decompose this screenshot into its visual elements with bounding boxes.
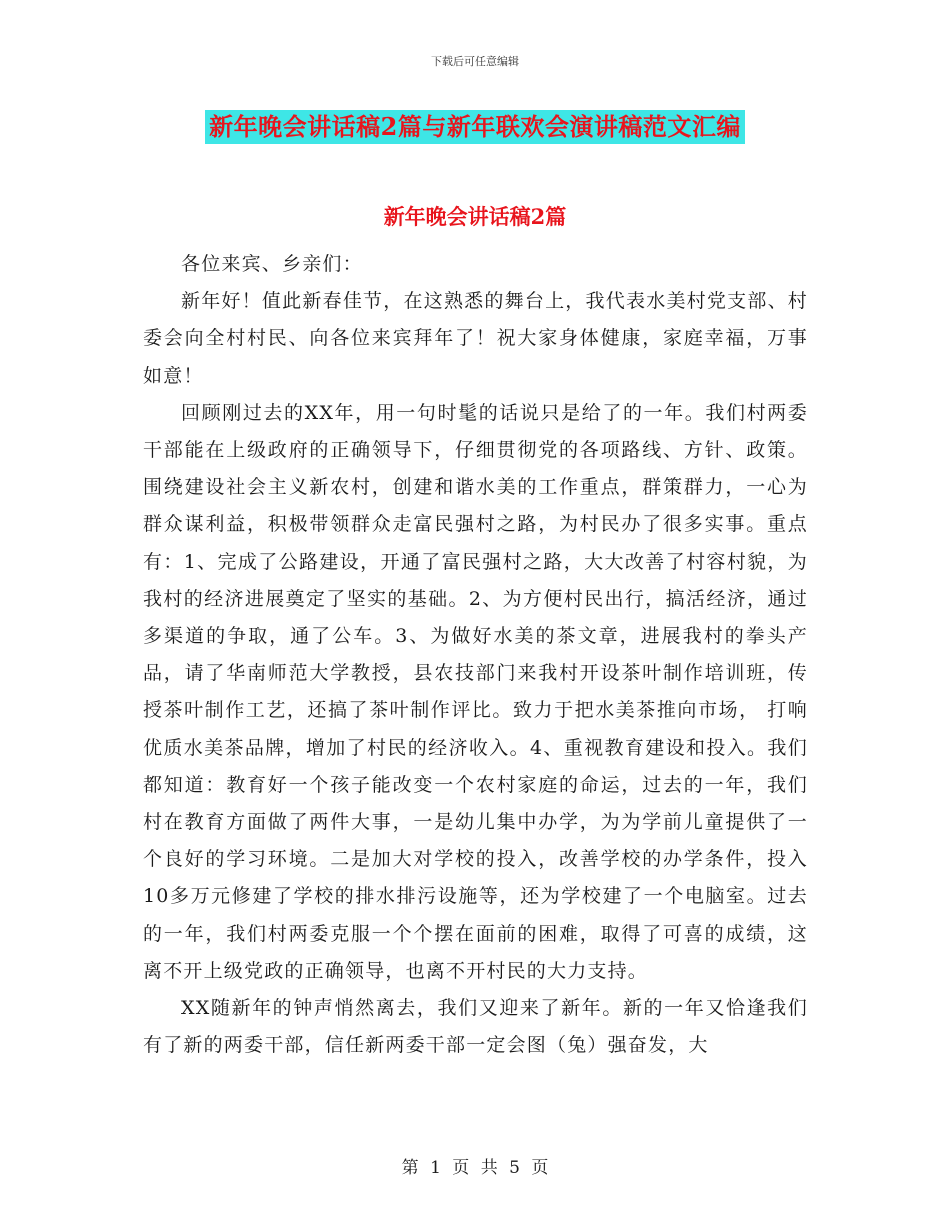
document-main-title: 新年晚会讲话稿2篇与新年联欢会演讲稿范文汇编 <box>205 110 745 144</box>
document-body <box>143 246 808 1064</box>
paragraph-greeting: 各位来宾、乡亲们： <box>181 253 363 275</box>
paragraph-new-year-wishes: 新年好！值此新春佳节，在这熟悉的舞台上，我代表水美村党支部、村委会向全村村民、向各位来宾拜年了！祝大家身体健康，家庭幸福，万事如意！ <box>143 290 808 387</box>
paragraph-new-year-outlook: XX随新年的钟声悄然离去，我们又迎来了新年。新的一年又恰逢我们有了新的两委干部，信任新两委干部一定会图（兔）强奋发，大 <box>143 997 808 1057</box>
page-footer-indicator: 第 1 页 共 5 页 <box>401 1158 549 1178</box>
main-title-container <box>0 110 950 144</box>
page-header-note: 下载后可任意编辑 <box>431 55 519 68</box>
section-title: 新年晚会讲话稿2篇 <box>383 204 567 229</box>
paragraph-year-review: 回顾刚过去的XX年，用一句时髦的话说只是给了的一年。我们村两委干部能在上级政府的正确领导下，仔细贯彻党的各项路线、方针、政策。围绕建设社会主义新农村，创建和谐水美的工作重点，群策群力，一心为群众谋利益，积极带领群众走富民强村之路，为村民办了很多实事。重点有：1、完成了公路建设，开通了富民强村之路，大大改善了村容村貌，为我村的经济进展奠定了坚实的基础。2、为方便村民出行，搞活经济，通过多渠道的争取，通了公车。3、为做好水美的茶文章，进展我村的拳头产品，请了华南师范大学教授，县农技部门来我村开设茶叶制作培训班，传授茶叶制作工艺，还搞了茶叶制作评比。致力于把水美茶推向市场， 打响优质水美茶品牌，增加了村民的经济收入。4、重视教育建设和投入。我们都知道：教育好一个孩子能改变一个农村家庭的命运，过去的一年，我们村在教育方面做了两件大事，一是幼儿集中办学，为为学前儿童提供了一个良好的学习环境。二是加大对学校的投入，改善学校的办学条件，投入10多万元修建了学校的排水排污设施等，还为学校建了一个电脑室。过去的一年，我们村两委克服一个个摆在面前的困难，取得了可喜的成绩，这离不开上级党政的正确领导，也离不开村民的大力支持。 <box>143 401 808 982</box>
